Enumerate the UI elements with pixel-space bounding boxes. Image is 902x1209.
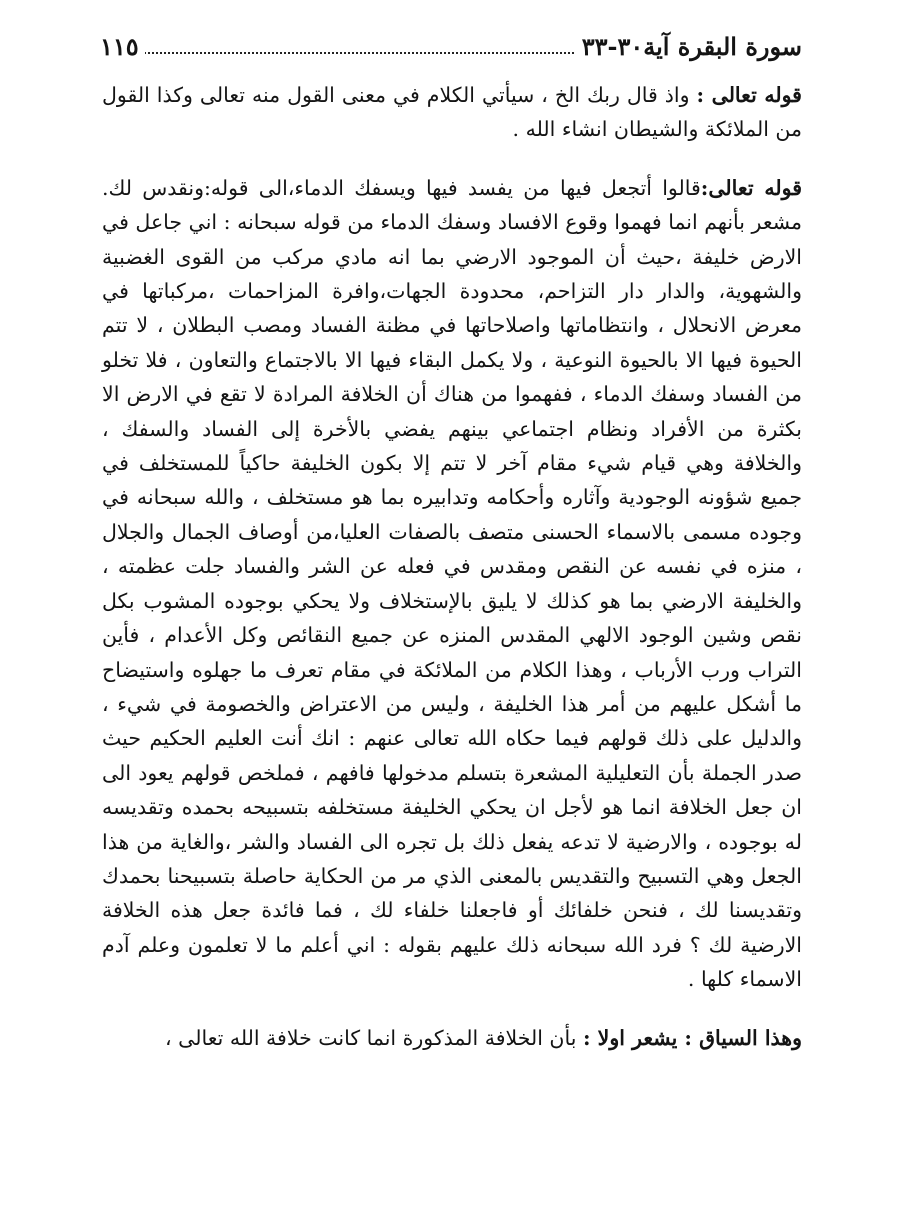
header-dotted-rule [140,52,602,54]
paragraph-lead: وهذا السياق : يشعر اولا : [582,1025,802,1050]
paragraph-lead: قوله تعالى : [696,83,802,107]
paragraph [102,171,802,997]
page-number: ١١٥ [100,32,145,61]
page-header [100,30,802,64]
paragraph-text: قالوا أتجعل فيها من يفسد فيها ويسفك الدماء،الى قوله:ونقدس لك. مشعر بأنهم انما فهموا وقوع الافساد وسفك الدماء من قوله سبحانه : اني جاعل في الارض خليفة ،حيث أن الموجود الارضي بما انه مادي مركب من القوى الغضبية والشهوية، والدار دار التزاحم، محدودة الجهات،وافرة المزاحمات ،مركباتها في معرض الانحلال ، وانتظاماتها واصلاحاتها في مظنة الفساد ومصب البطلان ، لا تتم الحيوة فيها الا بالحيوة النوعية ، ولا يكمل البقاء فيها الا بالاجتماع والتعاون ، فلا تخلو من الفساد وسفك الدماء ، ففهموا من هناك أن الخلافة المرادة لا تقع في الارض الا بكثرة من الأفراد ونظام اجتماعي بينهم يفضي بالأخرة إلى الفساد والسفك ، والخلافة وهي قيام شيء مقام آخر لا تتم إلا بكون الخليفة حاكياً للمستخلف في جميع شؤونه الوجودية وآثاره وأحكامه وتدابيره بما هو مستخلف ، والله سبحانه في وجوده مسمى بالاسماء الحسنى متصف بالصفات العليا،من أوصاف الجمال والجلال ، منزه في نفسه عن النقص ومقدس في فعله عن الشر والفساد جلت عظمته ، والخليفة الارضي بما هو كذلك لا يليق بالإستخلاف ولا يحكي بوجوده المشوب بكل نقص وشين الوجود الالهي المقدس المنزه عن جميع النقائص وكل الأعدام ، فأين التراب ورب الأرباب ، وهذا الكلام من الملائكة في مقام تعرف ما جهلوه واستيضاح ما أشكل عليهم من أمر هذا الخليفة ، وليس من الاعتراض والخصومة في شيء ، والدليل على ذلك قولهم فيما حكاه الله تعالى عنهم : انك أنت العليم الحكيم حيث صدر الجملة بأن التعليلية المشعرة بتسلم مدخولها فافهم ، فملخص قولهم يعود الى ان جعل الخلافة انما هو لأجل ان يحكي الخليفة مستخلفه بتسبيحه بحمده وتقديسه له بوجوده ، والارضية لا تدعه يفعل ذلك بل تجره الى الفساد والشر ،والغاية من هذا الجعل وهي التسبيح والتقديس بالمعنى الذي مر من الحكاية حاصلة بتسبيحنا بحمدك وتقديسنا لك ، فنحن خلفائك أو فاجعلنا خلفاء لك ، فما فائدة جعل هذه الخلافة الارضية لك ؟ فرد الله سبحانه ذلك عليهم بقوله : اني أعلم ما لا تعلمون وعلم آدم الاسماء كلها . [102,175,802,992]
paragraph-text: بأن الخلافة المذكورة انما كانت خلافة الله تعالى ، [165,1025,583,1050]
page-body [102,78,802,1055]
running-title: سورة البقرة آية٣٠-٣٣ [576,32,802,61]
paragraph [102,78,802,147]
paragraph-lead: قوله تعالى: [700,175,802,200]
paragraph [102,1021,802,1055]
paragraph-text: واذ قال ربك الخ ، سيأتي الكلام في معنى القول منه تعالى وكذا القول من الملائكة والشيطان انشاء الله . [102,83,802,142]
